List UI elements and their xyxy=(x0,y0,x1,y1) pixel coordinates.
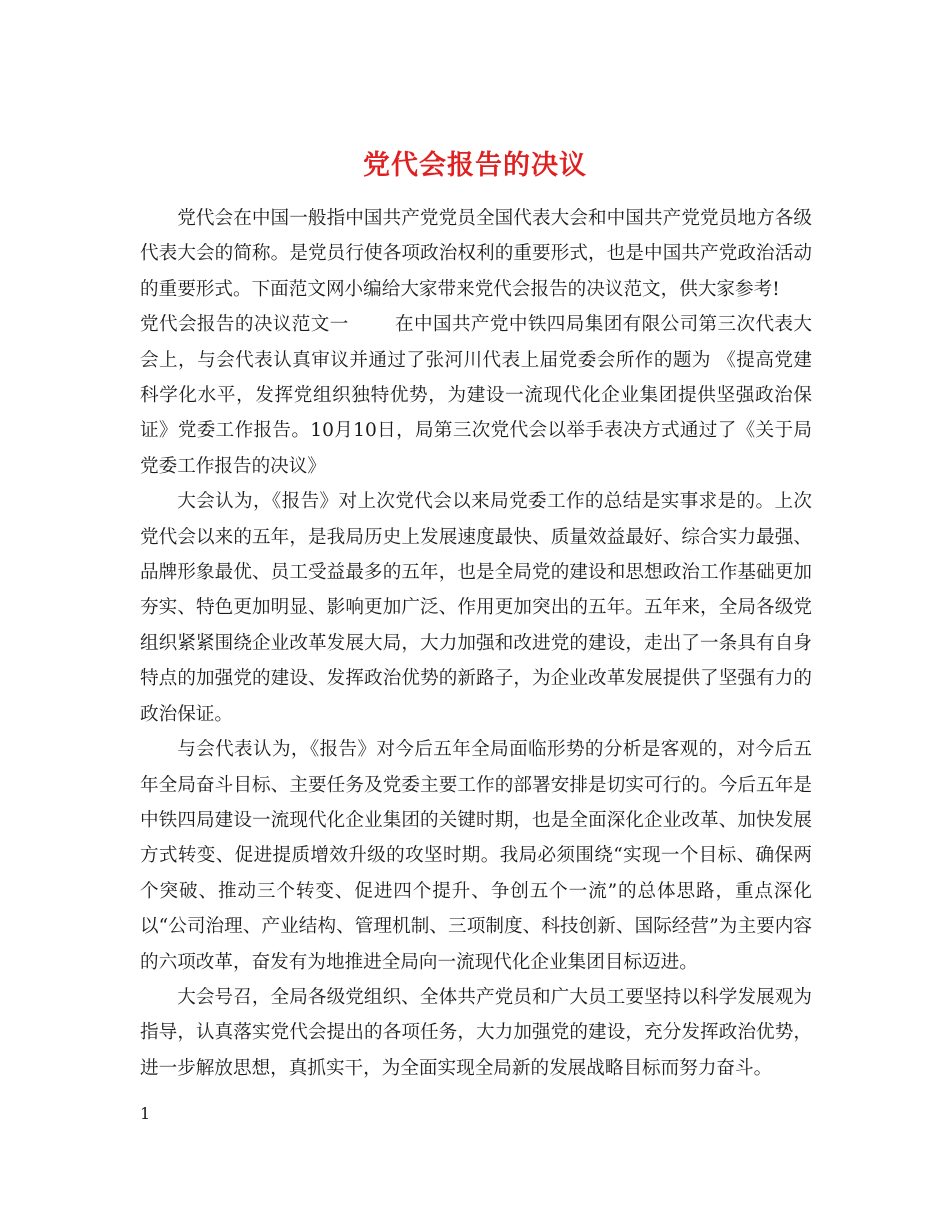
document-body xyxy=(140,201,812,1086)
sample-paragraph xyxy=(140,307,812,484)
document-title: 党代会报告的决议 xyxy=(363,150,587,182)
page-number: 1 xyxy=(140,1104,151,1123)
paragraph-delegates-view: 与会代表认为，《报告》对今后五年全局面临形势的分析是客观的，对今后五年全局奋斗目标、主要任务及党委主要工作的部署安排是切实可行的。今后五年是中铁四局建设一流现代化企业集团的关键时期，也是全面深化企业改革、加快发展方式转变、促进提质增效升级的攻坚时期。我局必须围绕“实现一个目标、确保两个突破、推动三个转变、促进四个提升、争创五个一流”的总体思路，重点深化以“公司治理、产业结构、管理机制、三项制度、科技创新、国际经营”为主要内容的六项改革，奋发有为地推进全局向一流现代化企业集团目标迈进。 xyxy=(140,739,812,973)
paragraph-congress-view: 大会认为，《报告》对上次党代会以来局党委工作的总结是实事求是的。上次党代会以来的五年，是我局历史上发展速度最快、质量效益最好、综合实力最强、品牌形象最优、员工受益最多的五年，也是全局党的建设和思想政治工作基础更加夯实、特色更加明显、影响更加广泛、作用更加突出的五年。五年来，全局各级党组织紧紧围绕企业改革发展大局，大力加强和改进党的建设，走出了一条具有自身特点的加强党的建设、发挥政治优势的新路子，为企业改革发展提供了坚强有力的政治保证。 xyxy=(140,491,812,725)
intro-paragraph: 党代会在中国一般指中国共产党党员全国代表大会和中国共产党党员地方各级代表大会的简称。是党员行使各项政治权利的重要形式，也是中国共产党政治活动的重要形式。下面范文网小编给大家带来党代会报告的决议范文，供大家参考! xyxy=(140,208,812,300)
paragraph-congress-call: 大会号召，全局各级党组织、全体共产党员和广大员工要坚持以科学发展观为指导，认真落实党代会提出的各项任务，大力加强党的建设，充分发挥政治优势，进一步解放思想，真抓实干，为全面实现全局新的发展战略目标而努力奋斗。 xyxy=(140,986,812,1079)
sample-heading: 党代会报告的决议范文一 xyxy=(140,314,349,336)
sample-text: 在中国共产党中铁四局集团有限公司第三次代表大会上，与会代表认真审议并通过了张河川代表上届党委会所作的题为 《提高党建科学化水平，发挥党组织独特优势，为建设一流现代化企业集团提供坚强政治保证》党委工作报告。10月10日，局第三次党代会以举手表决方式通过了《关于局党委工作报告的决议》 xyxy=(140,314,812,477)
